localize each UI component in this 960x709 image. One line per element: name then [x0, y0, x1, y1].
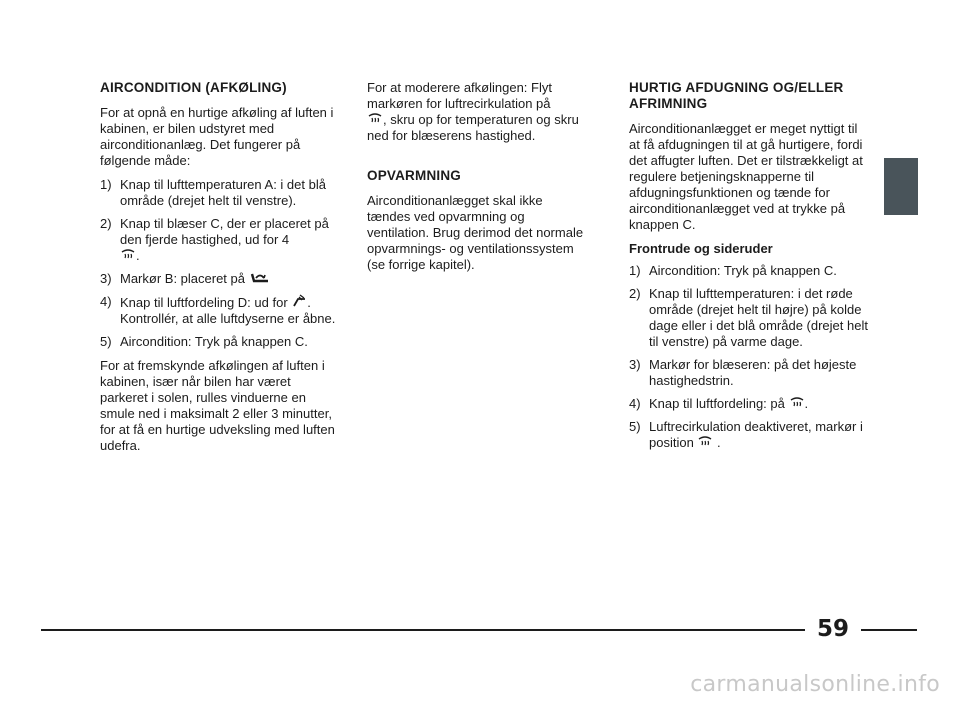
paragraph-heating: Airconditionanlægget skal ikke tændes ved opvarmning og ventilation. Brug derimod det normale opvarmnings- og ventilationssystem (se forrige kapitel).	[367, 193, 584, 272]
item-text: Luftrecirkulation deaktiveret, markør i position	[649, 419, 863, 450]
paragraph-defrost-intro: Airconditionanlægget er meget nyttigt til at få afdugningen til at gå hurtigere, fordi det affugter luften. Det er tilstrækkeligt at regulere betjeningsknapperne til afdugningsfunktionen og tænde for airconditionanlægget ved at trykke på knappen C.	[629, 121, 863, 232]
list-item	[629, 357, 869, 389]
face-vent-icon	[292, 294, 306, 311]
item-number: 5)	[100, 334, 112, 349]
item-text: Aircondition: Tryk på knappen C.	[120, 334, 308, 349]
item-text: Aircondition: Tryk på knappen C.	[649, 263, 837, 278]
item-number: 1)	[629, 263, 641, 278]
air-recirculation-icon	[250, 272, 270, 287]
footer-rule-left	[41, 629, 805, 631]
item-text: Knap til blæser C, der er placeret på den fjerde hastighed, ud for 4	[120, 216, 329, 247]
item-text: Knap til luftfordeling D: ud for	[120, 295, 288, 310]
item-number: 2)	[100, 216, 112, 231]
steps-list	[629, 263, 869, 451]
list-item	[100, 271, 340, 287]
paragraph-moderate	[367, 80, 587, 144]
item-number: 1)	[100, 177, 112, 192]
windscreen-defrost-icon	[121, 249, 135, 264]
windscreen-defrost-icon	[368, 113, 382, 128]
section-heading-defrost: HURTIG AFDUGNING OG/ELLER AFRIMNING	[629, 80, 844, 111]
column-moderation-heating	[367, 80, 587, 281]
item-text: Knap til lufttemperaturen: i det røde område (drejet helt til højre) på kolde dage eller i det blå område (drejet helt til venstre) på varme dage.	[649, 286, 868, 349]
chapter-tab	[884, 158, 918, 215]
column-aircondition	[100, 80, 340, 462]
watermark: carmanualsonline.info	[690, 672, 940, 697]
list-item	[629, 419, 869, 451]
list-item	[629, 396, 869, 412]
item-number: 3)	[629, 357, 641, 372]
section-heading-heating: OPVARMNING	[367, 168, 462, 183]
steps-list	[100, 177, 340, 350]
paragraph-moderate-part1: For at moderere afkølingen: Flyt markøren for luftrecirkulation på	[367, 80, 552, 111]
item-text: Markør for blæseren: på det højeste hastighedstrin.	[649, 357, 857, 388]
item-number: 5)	[629, 419, 641, 434]
subheading-windows: Frontrude og sideruder	[629, 241, 773, 256]
list-item	[100, 177, 340, 209]
column-defrost	[629, 80, 869, 459]
item-number: 4)	[629, 396, 641, 411]
page-number: 59	[816, 616, 849, 642]
item-number: 3)	[100, 271, 112, 286]
item-suffix: . Kontrollér, at alle luftdyserne er åbne.	[120, 295, 336, 326]
list-item	[100, 334, 340, 350]
item-text: Markør B: placeret på	[120, 271, 245, 286]
list-item	[100, 294, 340, 327]
paragraph-intro: For at opnå en hurtige afkøling af luften i kabinen, er bilen udstyret med airconditionanlæg. Det fungerer på følgende måde:	[100, 105, 334, 168]
windscreen-defrost-icon	[698, 436, 712, 451]
section-heading-aircondition: AIRCONDITION (AFKØLING)	[100, 80, 287, 95]
windscreen-defrost-icon	[790, 397, 804, 412]
paragraph-closing: For at fremskynde afkølingen af luften i kabinen, især når bilen har været parkeret i solen, rulles vinduerne en smule ned i maksimalt 2 eller 3 minutter, for at få en hurtige udveksling med luften udefra.	[100, 358, 335, 453]
list-item	[629, 263, 869, 279]
item-text: Knap til luftfordeling: på	[649, 396, 785, 411]
item-suffix: .	[804, 396, 809, 411]
paragraph-moderate-part2: , skru op for temperaturen og skru ned for blæserens hastighed.	[367, 112, 579, 143]
list-item	[100, 216, 340, 264]
item-number: 2)	[629, 286, 641, 301]
item-suffix: .	[713, 435, 721, 450]
footer-rule-right	[861, 629, 917, 631]
list-item	[629, 286, 869, 350]
item-number: 4)	[100, 294, 112, 309]
item-suffix: .	[136, 248, 140, 263]
item-text: Knap til lufttemperaturen A: i det blå område (drejet helt til venstre).	[120, 177, 326, 208]
